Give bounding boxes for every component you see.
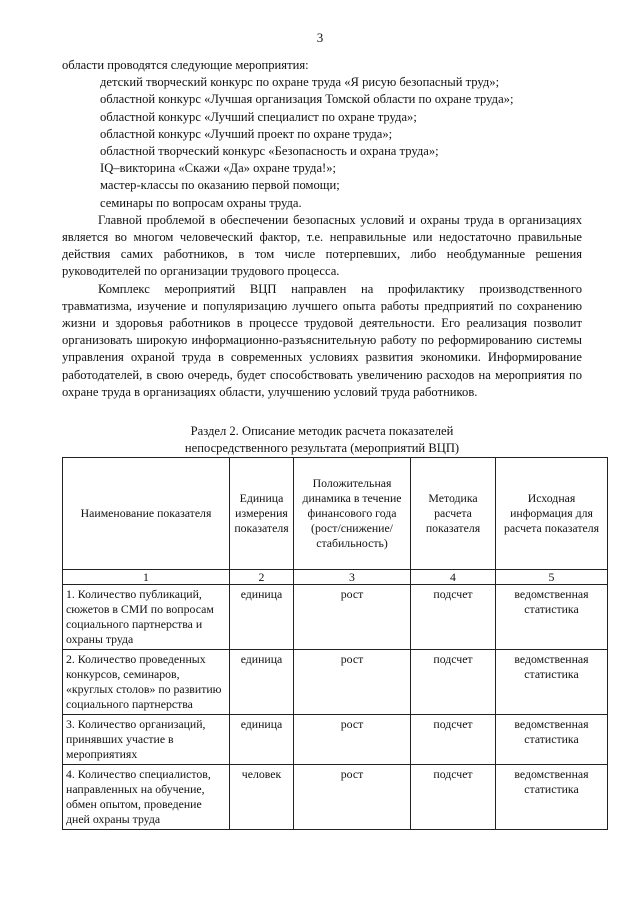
section-title-line2: непосредственного результата (мероприятий ВЦП) — [184, 441, 460, 456]
dynamics-cell: рост — [294, 765, 411, 830]
header-cell: Единица измерения показателя — [230, 458, 294, 570]
table-row — [63, 650, 608, 715]
indicator-name: 1. Количество публикаций, сюжетов в СМИ по вопросам социального партнерства и охраны труда — [63, 585, 230, 650]
paragraph-problem: Главной проблемой в обеспечении безопасных условий и охраны труда в организациях является во многом человеческий фактор, т.е. неправильные или недостаточно правильные действия самих работников, в том числе потерпевших, либо необдуманные решения руководителей по организации трудового процесса. — [62, 212, 582, 279]
method-cell: подсчет — [411, 650, 496, 715]
indicator-name: 4. Количество специалистов, направленных на обучение, обмен опытом, проведение дней охраны труда — [63, 765, 230, 830]
intro-line: области проводятся следующие мероприятия: — [62, 58, 309, 72]
column-number: 2 — [230, 570, 294, 585]
event-item: семинары по вопросам охраны труда. — [100, 195, 302, 210]
unit-cell: единица — [230, 585, 294, 650]
header-cell: Положительная динамика в течение финансового года (рост/снижение/ стабильность) — [294, 458, 411, 570]
event-item: областной конкурс «Лучший специалист по охране труда»; — [100, 109, 417, 124]
section-title-line1: Раздел 2. Описание методик расчета показателей — [190, 424, 454, 439]
source-cell: ведомственная статистика — [496, 585, 608, 650]
document-body — [62, 57, 582, 457]
indicator-name: 3. Количество организаций, принявших участие в мероприятиях — [63, 715, 230, 765]
event-item: мастер-классы по оказанию первой помощи; — [100, 178, 340, 193]
table-row — [63, 765, 608, 830]
column-number-row — [63, 570, 608, 585]
header-cell: Наименование показателя — [63, 458, 230, 570]
event-item: IQ–викторина «Скажи «Да» охране труда!»; — [100, 161, 337, 176]
paragraph-complex: Комплекс мероприятий ВЦП направлен на профилактику производственного травматизма, изучение и популяризацию лучшего опыта работы предприятий по сохранению жизни и здоровья работников в процессе трудовой деятельности. Его реализация позволит организовать широкую информационно-разъяснительную работу по реформированию системы управления охраной труда в современных условиях развития экономики. Информирование работодателей, в свою очередь, будет способствовать увеличению расходов на мероприятия по охране труда в организациях области, улучшению условий труда работников. — [62, 281, 582, 399]
unit-cell: единица — [230, 715, 294, 765]
method-cell: подсчет — [411, 585, 496, 650]
section-title — [62, 423, 582, 457]
table-header-row — [63, 458, 608, 570]
header-cell: Исходная информация для расчета показателя — [496, 458, 608, 570]
source-cell: ведомственная статистика — [496, 650, 608, 715]
table-row — [63, 715, 608, 765]
method-cell: подсчет — [411, 715, 496, 765]
source-cell: ведомственная статистика — [496, 765, 608, 830]
table-row — [63, 585, 608, 650]
column-number: 5 — [496, 570, 608, 585]
dynamics-cell: рост — [294, 715, 411, 765]
unit-cell: человек — [230, 765, 294, 830]
page-number: 3 — [316, 30, 324, 45]
unit-cell: единица — [230, 650, 294, 715]
event-item: детский творческий конкурс по охране труда «Я рисую безопасный труд»; — [100, 75, 500, 90]
event-item: областной творческий конкурс «Безопасность и охрана труда»; — [100, 144, 439, 159]
indicators-table — [62, 457, 608, 830]
column-number: 3 — [294, 570, 411, 585]
method-cell: подсчет — [411, 765, 496, 830]
column-number: 1 — [63, 570, 230, 585]
column-number: 4 — [411, 570, 496, 585]
header-cell: Методика расчета показателя — [411, 458, 496, 570]
event-item: областной конкурс «Лучшая организация Томской области по охране труда»; — [100, 92, 514, 107]
indicator-name: 2. Количество проведенных конкурсов, семинаров, «круглых столов» по развитию социального партнерства — [63, 650, 230, 715]
dynamics-cell: рост — [294, 585, 411, 650]
dynamics-cell: рост — [294, 650, 411, 715]
event-item: областной конкурс «Лучший проект по охране труда»; — [100, 126, 393, 141]
source-cell: ведомственная статистика — [496, 715, 608, 765]
